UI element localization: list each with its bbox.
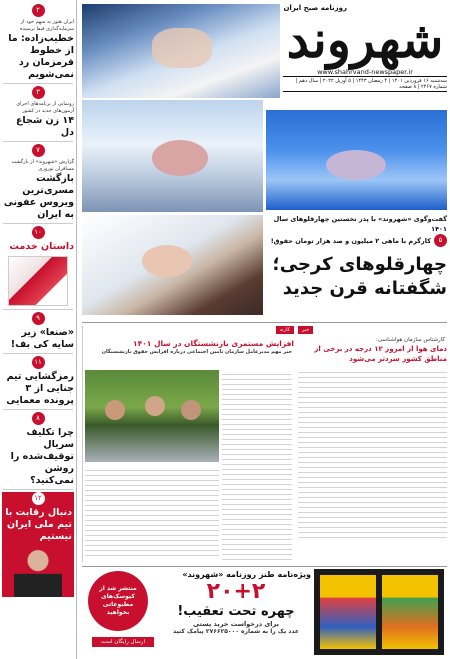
sidebar-headline: رمزگشایی تیم جنایی از ۳ پرونده معمایی bbox=[6, 371, 74, 406]
dateline: سه‌شنبه ۱۶ فروردین ۱۴۰۱ | ۴ رمضان ۱۴۴۳ | ۵ آوریل ۲۰۲۲ | سال دهم | شماره ۲۴۶۷ | ۸ صفحه bbox=[283, 76, 447, 92]
ad-big-subtitle: چهره تحت تعقیب! bbox=[177, 604, 295, 619]
sidebar-item[interactable] bbox=[0, 356, 76, 407]
page-number-badge: ۵ bbox=[434, 234, 447, 247]
pension-subtitle: خبر مهم مدیرعامل سازمان تامین اجتماعی درباره افزایش حقوق بازنشستگان bbox=[101, 349, 292, 355]
incubator-photo-top bbox=[82, 4, 280, 98]
ad-title: ویژه‌نامه طنز روزنامه «شهروند» bbox=[182, 570, 311, 579]
satire-supplement-ad[interactable] bbox=[82, 566, 447, 656]
player-photo bbox=[14, 545, 62, 597]
section-tag: کارنه bbox=[276, 326, 294, 334]
ad-line1: برای درخواست خرید پستی bbox=[192, 620, 279, 628]
sidebar-headline: بازگشت مسری‌ترین ویروس عفونی به ایران bbox=[3, 173, 74, 220]
page-number-badge: ۷ bbox=[32, 144, 45, 157]
sidebar-item[interactable] bbox=[0, 144, 76, 221]
sidebar-item[interactable] bbox=[0, 0, 76, 81]
pension-title: افزایش مستمری بازنشستگان در سال ۱۴۰۱ bbox=[133, 339, 294, 348]
ad-badge: منتشر شد از کیوسک‌های مطبوعاتی بخواهید bbox=[88, 571, 148, 631]
pensioners-photo bbox=[85, 370, 219, 462]
website-url[interactable]: www.shahrvand-newspaper.ir bbox=[317, 68, 413, 76]
page-number-badge: ۱۲ bbox=[32, 492, 45, 505]
incubator-photo-mid-left bbox=[82, 100, 263, 212]
sidebar-teaser: گزارش «شهروند» از بازگشت مسافران نوروزی bbox=[11, 159, 74, 172]
page-number-badge: ۱۱ bbox=[32, 356, 45, 369]
free-shipping-label: ارسال رایگان است bbox=[92, 637, 154, 647]
logo-subtitle: روزنامه صبح ایران bbox=[283, 4, 347, 12]
weather-body bbox=[298, 368, 447, 538]
sidebar-item[interactable] bbox=[0, 412, 76, 487]
book-cover-image bbox=[8, 256, 68, 306]
sidebar-headline: «صنعا» زیر سایه کی بف! bbox=[10, 327, 74, 350]
ad-line2: عدد یک را به شماره ۲۷۶۶۲۵۰۰۰ پیامک کنید bbox=[173, 628, 299, 635]
sidebar bbox=[0, 0, 77, 659]
page-number-badge: ۸ bbox=[32, 412, 45, 425]
page-number-badge: ۳ bbox=[32, 86, 45, 99]
sidebar-item[interactable] bbox=[2, 492, 74, 597]
ad-comic-covers bbox=[314, 569, 444, 655]
page-number-badge: ۱۰ bbox=[32, 226, 45, 239]
ad-big-number: ۲۰+۲ bbox=[206, 579, 266, 604]
lead-title: چهارقلوهای کرجی؛ شگفتانه قرن جدید bbox=[272, 254, 447, 299]
pension-story[interactable] bbox=[82, 326, 294, 562]
incubator-photo-bottom bbox=[82, 215, 263, 315]
lead-story[interactable] bbox=[266, 214, 447, 318]
sidebar-headline: چرا تکلیف سریال توقیف‌شده را روشن نمی‌کنید؟ bbox=[10, 427, 74, 486]
weather-title: دمای هوا از امروز ۱۲ درجه در برخی از مناطق کشور سردتر می‌شود bbox=[314, 345, 447, 363]
newspaper-logo: شهروند bbox=[286, 10, 444, 69]
sidebar-headline: ۱۴ زن شجاع دل bbox=[15, 115, 74, 138]
sidebar-item[interactable] bbox=[0, 226, 76, 306]
lead-subkicker: کارگرم با ماهی ۲ میلیون و صد هزار تومان حقوق! bbox=[270, 236, 431, 245]
incubator-photo-right bbox=[266, 110, 447, 210]
sidebar-item[interactable] bbox=[0, 312, 76, 351]
pension-body bbox=[222, 370, 292, 560]
page-number-badge: ۹ bbox=[32, 312, 45, 325]
sidebar-headline: دنبال رقابت با تیم ملی ایران نیستیم bbox=[5, 507, 72, 542]
lead-subkicker-row bbox=[266, 234, 447, 247]
sidebar-headline: داستان خدمت bbox=[9, 241, 74, 252]
page-number-badge: ۲ bbox=[32, 4, 45, 17]
sidebar-item[interactable] bbox=[0, 86, 76, 139]
weather-story[interactable] bbox=[298, 326, 447, 562]
sidebar-teaser: رونمایی از برنامه‌های اجرای آزمون‌های جدید در کشور bbox=[16, 101, 74, 114]
masthead bbox=[283, 2, 447, 106]
section-tag: خبر bbox=[298, 326, 313, 334]
lead-kicker: گفت‌وگوی «شهروند» با پدر نخستین چهارقلوهای سال ۱۴۰۱ bbox=[273, 215, 447, 233]
sidebar-headline: خطیب‌زاده: ما از خطوط قرمزمان رد نمی‌شویم bbox=[8, 33, 74, 80]
pension-body-2 bbox=[85, 466, 219, 560]
sidebar-teaser: ایران هنوز به سهم خود از سرمایه‌گذاری فیفا نرسیده bbox=[19, 19, 74, 32]
weather-kicker: کارشناس سازمان هواشناسی: bbox=[376, 337, 445, 343]
